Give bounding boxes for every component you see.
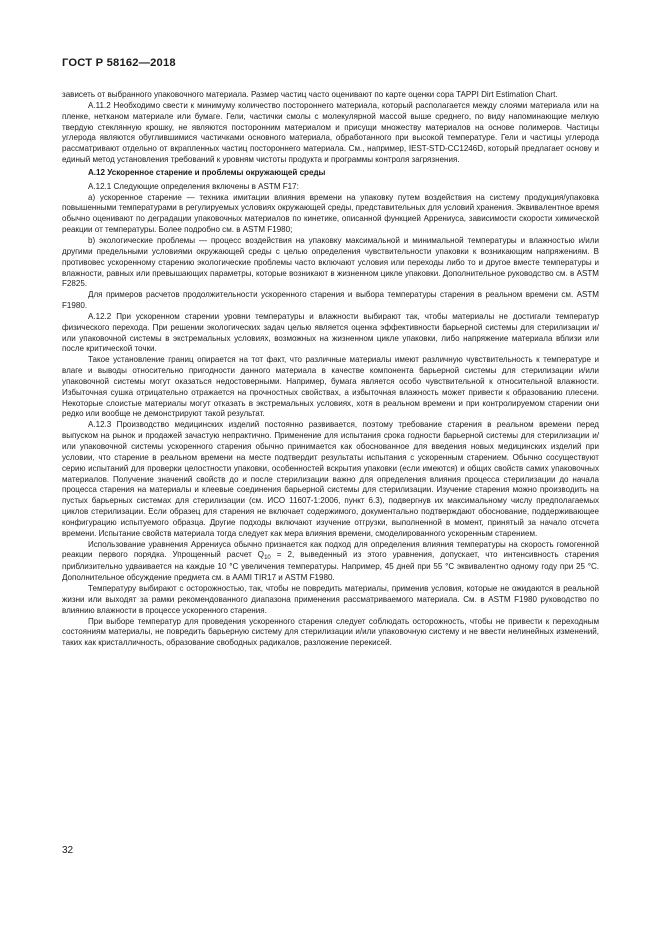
paragraph-temperature-caution: При выборе температур для проведения ускоренного старения следует соблюдать осторожность, чтобы не привести к переходным состояниям материалы, не повредить барьерную систему для стерилизации и/или упаковочную систему и не ввести нелинейных изменений, таких как кристалличность, образование свободных радикалов, разложение перекисей. [62, 616, 599, 648]
paragraph-boundary-setting: Такое установление границ опирается на тот факт, что различные материалы имеют различную чувствительность к температуре и влаге и выводы относительно пригодности данного материала в качестве компонента барьерной системы для стерилизации и/или упаковочной системы могут оказаться недостоверными. Например, бумага является особо чувствительной к относительной влажности. Избыточная сушка отрицательно отражается на прочностных свойствах, а избыточная влажность может привести к образованию плесени. Некоторые слоистые материалы могут отказать в экстремальных условиях, хотя в реальном времени и при контролируемом старении они редко или вообще не демонстрируют такой результат. [62, 355, 599, 419]
paragraph-temperature-choice: Температуру выбирают с осторожностью, так, чтобы не повредить материалы, применив условия, которые не ожидаются в реальной жизни или выходят за рамки рекомендованного диапазона применения рассматриваемого материала. См. в ASTM F1980 руководство по влиянию влажности в процессе ускоренного старения. [62, 583, 599, 615]
page-number: 32 [62, 845, 74, 856]
arrhenius-text-start: Использование уравнения Аррениуса обычно признается как подход для определения влияния температуры на скорость гомогенной реакции первого порядка. Упрощенный расчет Q [62, 539, 599, 560]
definition-environmental-challenges: b) экологические проблемы — процесс воздействия на упаковку максимальной и минимальной температуры и влажностью и/или другими предельными условиями окружающей среды с целью определения чувствительности упаковки к возникающим напряжениям. В противовес ускоренному старению экологические проблемы часто включают условия или переходы либо то и другое вместе температуры и влажности, равных или превышающих параметры, которые возникают в жизненном цикле упаковки. Дополнительное руководство см. в ASTM F2825. [62, 235, 599, 289]
paragraph-a-12-3: А.12.3 Производство медицинских изделий постоянно развивается, поэтому требование старения в реальном времени перед выпуском на рынок и продажей зачастую непрактично. Применение для испытания срока годности барьерной системы для стерилизации и/или упаковочной системы ускоренного старения обычно принимается как обоснованное для введения новых медицинских изделий при условии, что старение в реальном времени на месте подтвердит результаты испытания с ускоренным старением. Обычно сосуществуют серию испытаний для проверки целостности упаковки, особенностей вскрытия упаковки (если имеются) и общих свойств самих упаковочных материалов. Получение значений свойств до и после стерилизации важно для определения влияния процесса стерилизации до начала процесса старения на материалы и клеевые соединения барьерной системы для стерилизации. Изучение старения можно производить на пустых барьерных системах для стерилизации (см. ИСО 11607-1:2006, пункт 6.3), подвергнув их максимальному числу предполагаемых циклов стерилизации. Если образец для старения не включает содержимого, документально подтверждают обоснование, поддерживающее конфигурацию испытуемого образца. Другие подходы включают изучение отгрузки, выполненной в момент, принятый за начало отсчета времени. Испытание свойств материала тогда следует как мера влияния времени, смоделированного ускоренным старением. [62, 420, 599, 538]
section-heading-a-12: А.12 Ускоренное старение и проблемы окружающей среды [88, 167, 326, 177]
paragraph-a-12-1: А.12.1 Следующие определения включены в ASTM F17: [88, 181, 299, 191]
paragraph-calculation-examples: Для примеров расчетов продолжительности ускоренного старения и выбора температуры старения в реальном времени см. ASTM F1980. [62, 290, 599, 311]
standard-header: ГОСТ Р 58162—2018 [62, 57, 176, 69]
q10-subscript: 10 [264, 555, 271, 562]
definition-accelerated-aging: а) ускоренное старение — техника имитации влияния времени на упаковку путем воздействия на систему продукция/упаковка повышенными температурами в регулируемых условиях окружающей среды, представительных для условий хранения. Эквивалентное время обычно оценивают по деградации упаковочных материалов по кинетике, описанной функцией Аррениуса, зависимости скорости химической реакции от температуры. Более подробно см. в ASTM F1980; [62, 192, 599, 235]
paragraph-a-12-2: А.12.2 При ускоренном старении уровни температуры и влажности выбирают так, чтобы материалы не достигали температур физического перехода. При решении экологических задач целью является оценка эффективности барьерной системы для стерилизации и/или упаковочной системы в экстремальных условиях, возможных на жизненном цикле упаковки, либо напряжение материала вблизи или после критической точки. [62, 311, 599, 354]
paragraph-continuation: зависеть от выбранного упаковочного материала. Размер частиц часто оценивают по карте оценки сора TAPPI Dirt Estimation Chart. [62, 90, 558, 99]
arrhenius-text-end: = 2, выведенный из этого уравнения, допускает, что интенсивность старения приблизительно удваивается на каждые 10 °С увеличения температуры. Например, 45 дней при 55 °С эквивалентно одному году при 25 °С. Дополнительное обсуждение предмета см. в AAMI TIR17 и ASTM F1980. [62, 550, 599, 583]
paragraph-a-11-2: А.11.2 Необходимо свести к минимуму количество постороннего материала, который располагается между слоями материала или на пленке, нетканом материале или бумаге. Гели, частички смолы с молекулярной массой выше среднего, по виду напоминающие мелкую твердую стеклянную крошку, не являются посторонним материалом и присущи множеству материалов на основе полимеров. Частицы углерода являются обуглившимися частичками основного материала, обработанного при высокой температуре. Гели и частицы углерода рассматривают отдельно от вкрапленных частиц постороннего материала. См., например, IEST-STD-CC1246D, который предлагает основу и единый метод установления требований к уровням чистоты продукта и программы контроля загрязнения. [62, 100, 599, 165]
paragraph-arrhenius [62, 540, 599, 584]
document-body [62, 90, 599, 649]
